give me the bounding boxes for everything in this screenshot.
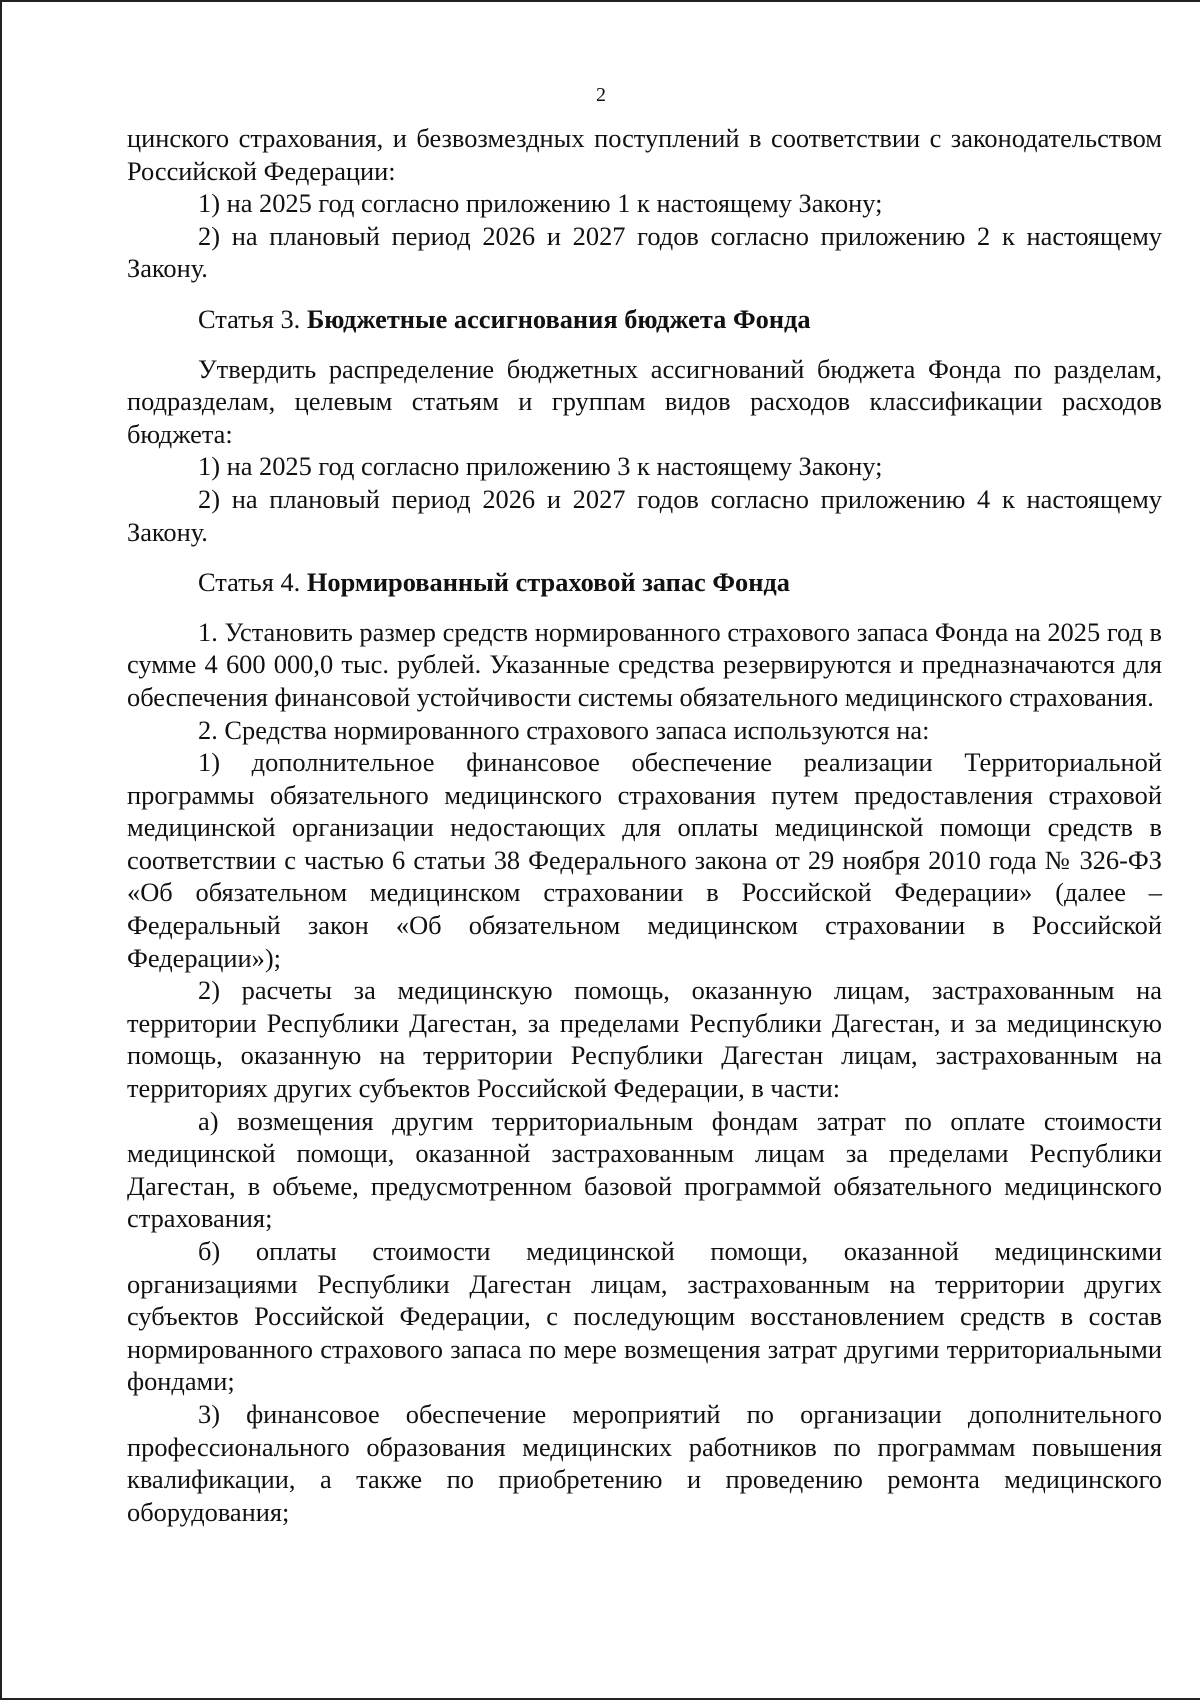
list-item: 1) на 2025 год согласно приложению 1 к настоящему Закону; [198,188,883,219]
article-3-prefix: Статья 3. [198,303,301,334]
list-item: 3) финансовое обеспечение мероприятий по организации дополнительного профессионального образования медицинских работников по программам повышения квалификации, а также по приобретению и проведению ремонта медицинского оборудования; [127,1398,1162,1527]
paragraph: цинского страхования, и безвозмездных поступлений в соответствии с законодательством Российской Федерации: [127,123,1162,186]
article-3-heading [198,303,1162,336]
list-item: 1) на 2025 год согласно приложению 3 к настоящему Закону; [198,451,883,482]
page-number: 2 [596,84,606,106]
article-4-title: Нормированный страховой запас Фонда [306,567,790,598]
paragraph: 1. Установить размер средств нормированного страхового запаса Фонда на 2025 год в сумме 4 600 000,0 тыс. рублей. Указанные средства резервируются и предназначаются для обеспечения финансовой устойчивости системы обязательного медицинского страхования. [127,616,1162,712]
article-4-prefix: Статья 4. [198,567,301,598]
article-3-title: Бюджетные ассигнования бюджета Фонда [306,303,811,334]
list-item: а) возмещения другим территориальным фондам затрат по оплате стоимости медицинской помощи, оказанной застрахованным лицам за пределами Республики Дагестан, в объеме, предусмотренном базовой программой обязательного медицинского страхования; [127,1105,1162,1234]
article-4-heading [198,566,1162,599]
list-item: б) оплаты стоимости медицинской помощи, оказанной медицинскими организациями Республики Дагестан лицам, застрахованным на территории других субъектов Российской Федерации, с последующим восстановлением средств в состав нормированного страхового запаса по мере возмещения затрат другими территориальными фондами; [127,1236,1162,1397]
paragraph: Утвердить распределение бюджетных ассигнований бюджета Фонда по разделам, подразделам, целевым статьям и группам видов расходов классификации расходов бюджета: [127,353,1162,449]
paragraph: 2. Средства нормированного страхового запаса используются на: [198,714,930,745]
list-item: 2) на плановый период 2026 и 2027 годов согласно приложению 2 к настоящему Закону. [127,220,1162,284]
list-item: 2) расчеты за медицинскую помощь, оказанную лицам, застрахованным на территории Республики Дагестан, за пределами Республики Дагестан, и за медицинскую помощь, оказанную на территории Республики Дагестан лицам, застрахованным на территориях других субъектов Российской Федерации, в части: [127,975,1162,1104]
document-body [127,122,1162,1528]
list-item: 1) дополнительное финансовое обеспечение реализации Территориальной программы обязательного медицинского страхования путем предоставления страховой медицинской организации недостающих для оплаты медицинской помощи средств в соответствии с частью 6 статьи 38 Федерального закона от 29 ноября 2010 года № 326-ФЗ «Об обязательном медицинском страховании в Российской Федерации» (далее – Федеральный закон «Об обязательном медицинском страховании в Российской Федерации»); [127,747,1162,973]
list-item: 2) на плановый период 2026 и 2027 годов согласно приложению 4 к настоящему Закону. [127,483,1162,547]
